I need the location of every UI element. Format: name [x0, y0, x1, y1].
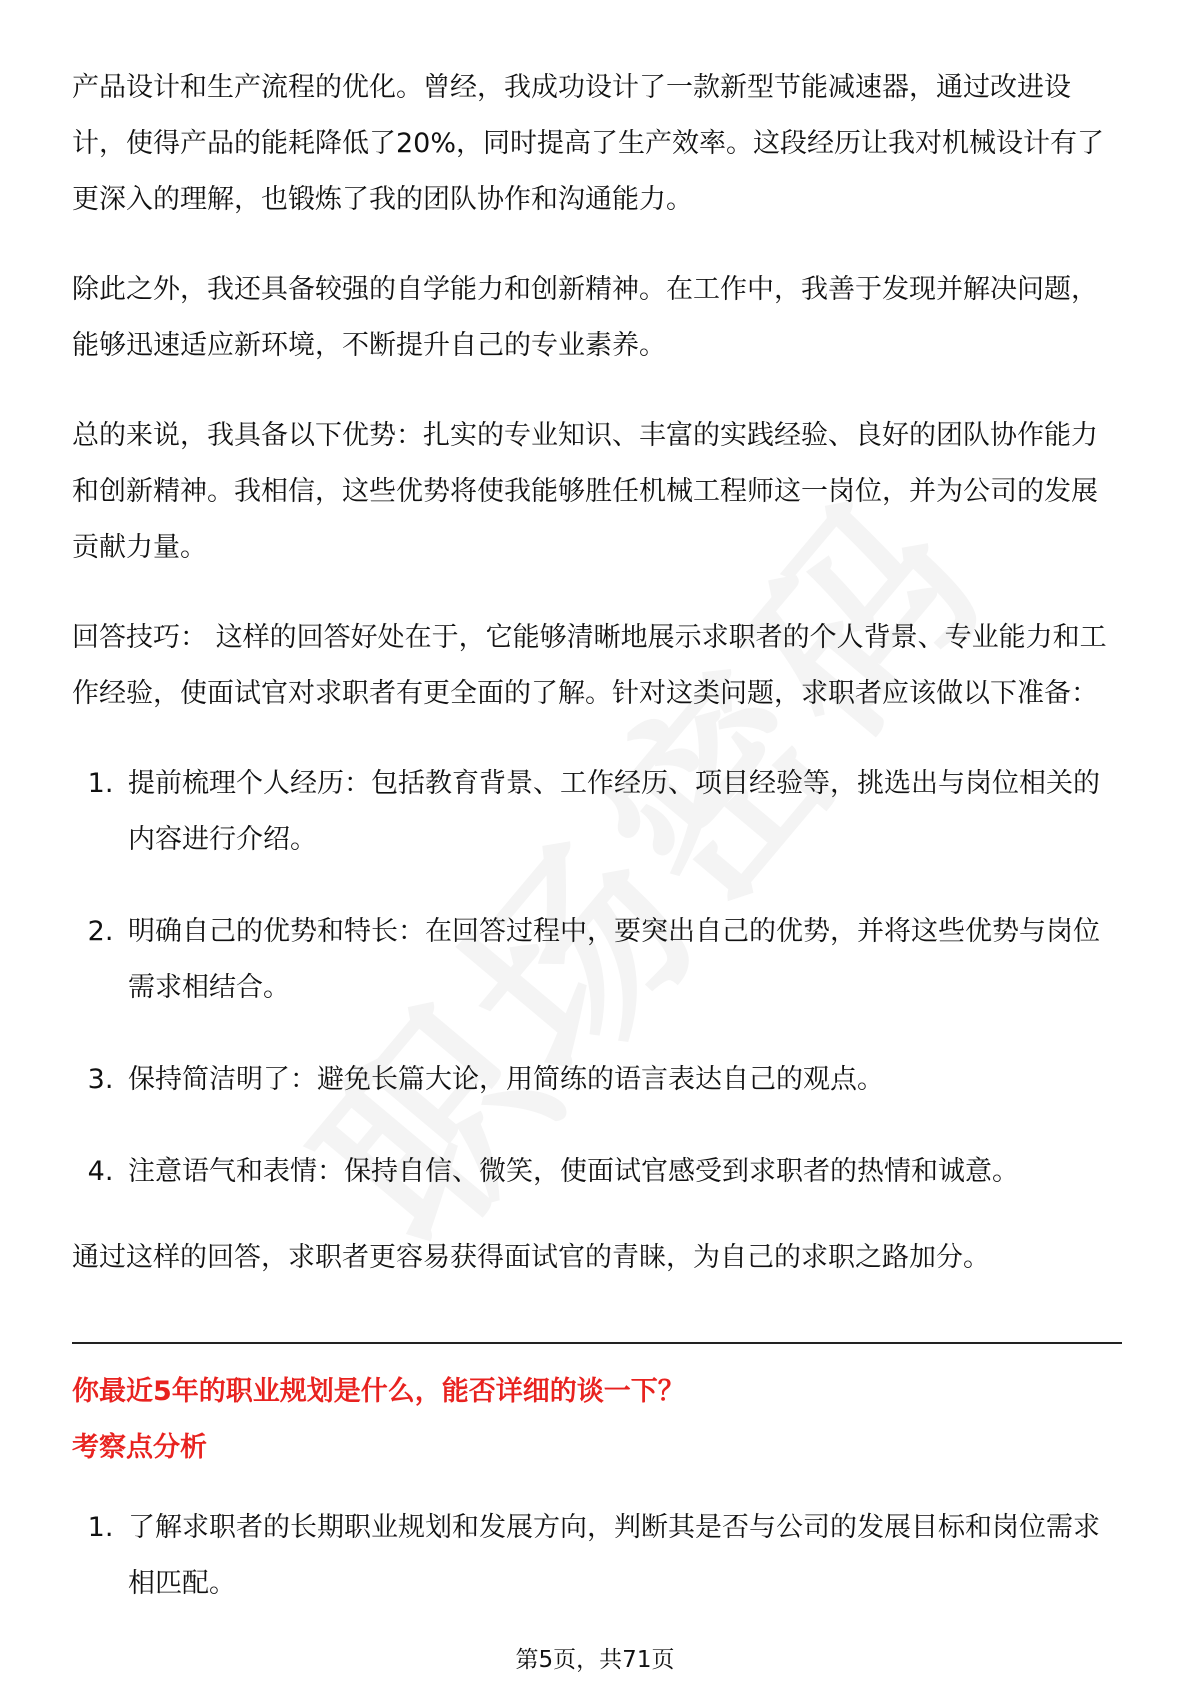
paragraph-answer-tips: 回答技巧： 这样的回答好处在于，它能够清晰地展示求职者的个人背景、专业能力和工作经验，使面试官对求职者有更全面的了解。针对这类问题，求职者应该做以下准备：: [72, 622, 1107, 709]
document-body: [72, 60, 1122, 1642]
analysis-list: [72, 1500, 1122, 1612]
list-item: 3. 保持简洁明了：避免长篇大论，用简练的语言表达自己的观点。: [122, 1052, 1122, 1108]
paragraph-closing: 通过这样的回答，求职者更容易获得面试官的青睐，为自己的求职之路加分。: [72, 1242, 990, 1273]
tips-list: [72, 756, 1122, 1200]
list-item: 1. 提前梳理个人经历：包括教育背景、工作经历、项目经验等，挑选出与岗位相关的内容进行介绍。: [122, 756, 1122, 868]
list-item: 4. 注意语气和表情：保持自信、微笑，使面试官感受到求职者的热情和诚意。: [122, 1144, 1122, 1200]
list-item: 1. 了解求职者的长期职业规划和发展方向，判断其是否与公司的发展目标和岗位需求相匹配。: [122, 1500, 1122, 1612]
list-item: 2. 明确自己的优势和特长：在回答过程中，要突出自己的优势，并将这些优势与岗位需求相结合。: [122, 904, 1122, 1016]
paragraph-self-learning: 除此之外，我还具备较强的自学能力和创新精神。在工作中，我善于发现并解决问题，能够迅速适应新环境，不断提升自己的专业素养。: [72, 274, 1098, 361]
paragraph-summary: 总的来说，我具备以下优势：扎实的专业知识、丰富的实践经验、良好的团队协作能力和创新精神。我相信，这些优势将使我能够胜任机械工程师这一岗位，并为公司的发展贡献力量。: [72, 420, 1098, 563]
page-number: 第5页，共71页: [515, 1647, 675, 1673]
paragraph-experience: 产品设计和生产流程的优化。曾经，我成功设计了一款新型节能减速器，通过改进设计，使得产品的能耗降低了20%，同时提高了生产效率。这段经历让我对机械设计有了更深入的理解，也锻炼了我的团队协作和沟通能力。: [72, 72, 1105, 215]
section-divider: [72, 1342, 1122, 1344]
analysis-heading: 考察点分析: [72, 1432, 207, 1463]
question-heading: 你最近5年的职业规划是什么，能否详细的谈一下？: [72, 1376, 685, 1407]
